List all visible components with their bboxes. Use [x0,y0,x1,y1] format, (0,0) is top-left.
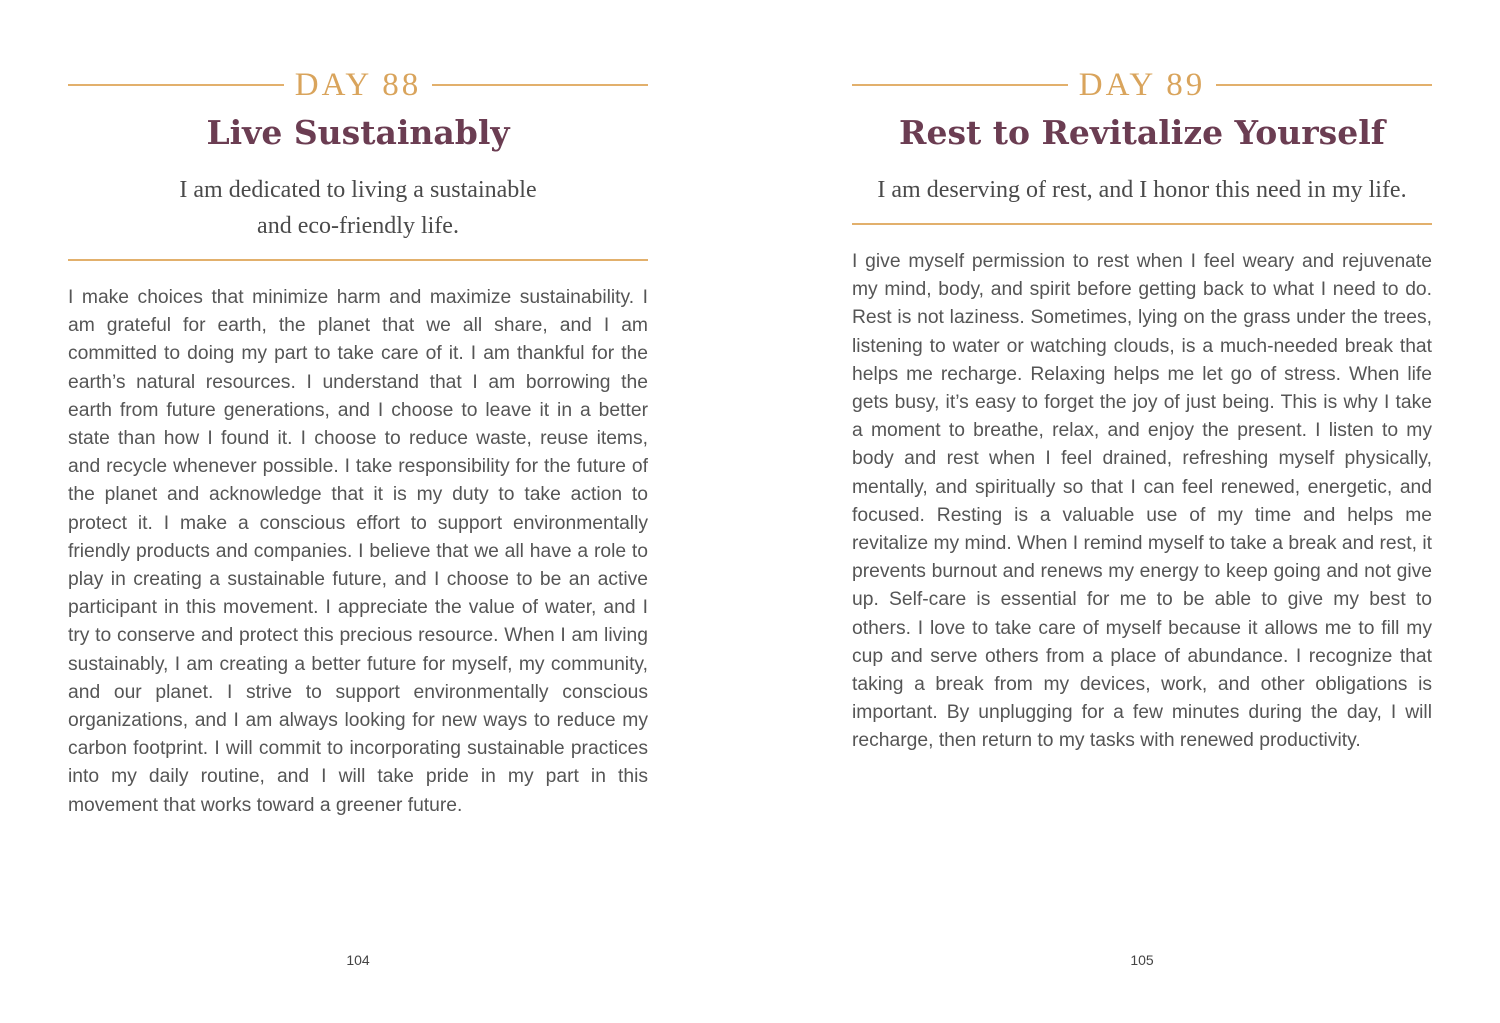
day-header [852,62,1432,108]
body-paragraph: I make choices that minimize harm and maximize sustainability. I am grateful for earth, the planet that we all share, and I am committed to doing my part to take care of it. I am thankful for the earth’s natural resources. I understand that I am borrowing the earth from future generations, and I choose to leave it in a better state than how I found it. I choose to reduce waste, reuse items, and recycle whenever possible. I take responsibility for the future of the planet and acknowledge that it is my duty to take action to protect it. I make a conscious effort to support environmentally friendly products and companies. I believe that we all have a role to play in creating a sustainable future, and I choose to be an active participant in this movement. I appreciate the value of water, and I try to conserve and protect this precious resource. When I am living sustainably, I am creating a better future for myself, my community, and our planet. I strive to support environmentally conscious organizations, and I am always looking for new ways to reduce my carbon footprint. I will commit to incorporating sustainable practices into my daily routine, and I will take pride in my part in this movement that works toward a greener future. [68,287,648,816]
right-page [852,0,1432,1023]
page-number: 105 [1130,952,1154,968]
day-label: DAY 89 [1078,67,1206,103]
left-page [68,0,648,1023]
header-rule-left [852,84,1068,86]
affirmation: I am deserving of rest, and I honor this need in my life. [877,177,1407,203]
header-rule-right [432,84,648,86]
section-divider [68,259,648,261]
page-number: 104 [346,952,370,968]
day-header [68,62,648,108]
page-title: Rest to Revitalize Yourself [899,113,1385,152]
affirmation-line: I am dedicated to living a sustainable [179,177,537,203]
affirmation [68,172,648,244]
body-paragraph: I give myself permission to rest when I feel weary and rejuvenate my mind, body, and spirit before getting back to what I need to do. Rest is not laziness. Sometimes, lying on the grass under the trees, listening to water or watching clouds, is a much-needed break that helps me recharge. Relaxing helps me let go of stress. When life gets busy, it’s easy to forget the joy of just being. This is why I take a moment to breathe, relax, and enjoy the present. I listen to my body and rest when I feel drained, refreshing myself physically, mentally, and spiritually so that I can feel renewed, energetic, and focused. Resting is a valuable use of my time and helps me revitalize my mind. When I remind myself to take a break and rest, it prevents burnout and renews my energy to keep going and not give up. Self-care is essential for me to be able to give my best to others. I love to take care of myself because it allows me to fill my cup and serve others from a place of abundance. I recognize that taking a break from my devices, work, and other obligations is important. By unplugging for a few minutes during the day, I will recharge, then return to my tasks with renewed productivity. [852,251,1432,752]
header-rule-right [1216,84,1432,86]
header-rule-left [68,84,284,86]
section-divider [852,223,1432,225]
affirmation-line: and eco-friendly life. [257,213,459,239]
page-title: Live Sustainably [206,113,510,152]
day-label: DAY 88 [294,67,422,103]
